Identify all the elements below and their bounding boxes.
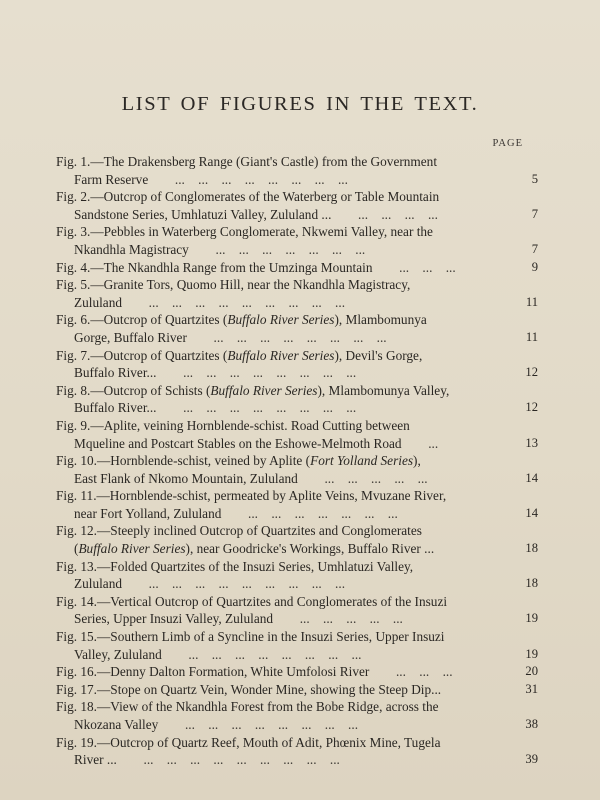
figure-entry-line [56, 646, 538, 664]
page-number: 9 [531, 259, 538, 274]
caption-segment: ), near Goodricke's Workings, Buffalo River ... [185, 541, 435, 557]
figure-entry [56, 276, 538, 311]
page-number: 14 [525, 470, 538, 485]
page-number: 20 [525, 664, 538, 679]
caption-segment: Fig. 12.—Steeply inclined Outcrop of Quartzites and Conglomerates [56, 523, 422, 539]
figure-caption-text: Fig. 3.—Pebbles in Waterberg Conglomerate, Nkwemi Valley, near the [56, 224, 433, 240]
leader-dots: ... ... ... ... ... ... ... ... ... [122, 294, 346, 310]
figure-caption-text: Fig. 14.—Vertical Outcrop of Quartzites and Conglomerates of the Insuzi [56, 593, 448, 609]
figure-entry-line [56, 417, 520, 435]
figure-entry [56, 628, 538, 663]
figure-caption-text [74, 471, 298, 486]
page-number: 18 [525, 576, 538, 591]
leader-dots: ... ... ... ... ... ... ... [221, 505, 398, 521]
figure-entry [56, 698, 538, 733]
leader-dots: ... ... ... ... ... ... ... ... ... [116, 752, 340, 768]
figure-caption-text: Fig. 11.—Hornblende-schist, permeated by Aplite Veins, Mvuzane River, [56, 488, 447, 504]
figure-entry-line [56, 698, 520, 716]
caption-segment: ), [413, 453, 421, 469]
leader-dots: ... ... ... ... ... ... ... ... ... [122, 576, 346, 592]
figure-entry-line [56, 311, 520, 329]
figure-caption-text: Fig. 5.—Granite Tors, Quomo Hill, near the Nkandhla Magistracy, [56, 277, 411, 293]
figure-caption-text: Zululand [74, 576, 123, 592]
figure-caption-text: Sandstone Series, Umhlatuzi Valley, Zululand ... [74, 206, 332, 222]
figure-caption-text: Fig. 9.—Aplite, veining Hornblende-schist. Road Cutting between [56, 417, 410, 433]
series-name-italic: Buffalo River Series [210, 382, 318, 398]
figure-caption-text: Fig. 16.—Denny Dalton Formation, White Umfolosi River [56, 664, 370, 680]
leader-dots: ... ... ... ... ... ... ... [188, 241, 366, 257]
page-number: 11 [525, 294, 538, 309]
leader-dots: ... [401, 435, 439, 451]
leader-dots: ... ... ... ... ... ... ... ... [186, 329, 387, 345]
leader-dots: ... ... ... ... ... ... ... ... [158, 717, 359, 732]
figure-entry [56, 487, 538, 522]
figure-entry-line [56, 734, 520, 752]
page-number: 19 [525, 646, 538, 661]
figure-entry-line [56, 241, 538, 259]
page-number: 18 [525, 541, 538, 556]
figure-entry [56, 153, 538, 188]
figure-entry [56, 311, 538, 346]
figure-entry-line [56, 435, 538, 453]
figure-entry-line [56, 399, 538, 417]
series-name-italic: Buffalo River Series [227, 347, 335, 363]
figure-entry [56, 681, 538, 699]
figure-caption-text: Fig. 1.—The Drakensberg Range (Giant's Castle) from the Government [56, 154, 438, 169]
figure-entry [56, 188, 538, 223]
figure-entry-line [56, 188, 520, 206]
caption-segment: Fig. 7.—Outcrop of Quartzites ( [56, 347, 228, 363]
figure-caption-text: Fig. 19.—Outcrop of Quartz Reef, Mouth of Adit, Phœnix Mine, Tugela [56, 734, 441, 750]
caption-segment: ( [74, 541, 79, 557]
caption-segment: Buffalo River... [74, 400, 157, 416]
figure-entry [56, 558, 538, 593]
figure-entry-line [56, 751, 538, 769]
figure-caption-text: Zululand [74, 294, 123, 310]
leader-dots: ... ... ... [372, 259, 456, 275]
leader-dots: ... ... ... ... ... [297, 470, 428, 486]
page-number: 7 [531, 206, 538, 221]
figure-entry-line [56, 223, 520, 241]
figure-entry-line [56, 171, 538, 189]
figure-entry-line [56, 206, 538, 224]
page-number: 14 [525, 505, 538, 520]
leader-dots: ... ... ... ... ... ... ... ... [156, 365, 357, 381]
caption-segment: Gorge, Buffalo River [74, 329, 187, 345]
figure-entry [56, 593, 538, 628]
page-number: 12 [525, 400, 538, 415]
figure-caption-text: River ... [74, 752, 117, 768]
figure-entry-line [56, 259, 538, 277]
figure-caption-text [56, 348, 422, 363]
leader-dots: ... ... ... [369, 664, 453, 680]
figure-entry [56, 452, 538, 487]
figure-entry-line [56, 663, 538, 681]
figure-entry [56, 259, 538, 277]
page-number: 31 [525, 681, 538, 696]
caption-segment: Buffalo River... [74, 365, 157, 381]
figure-entry-line [56, 505, 538, 523]
figure-entry-line [56, 329, 538, 347]
caption-segment: Fig. 8.—Outcrop of Schists ( [56, 382, 211, 398]
page-number: 5 [531, 171, 538, 186]
figure-entry [56, 417, 538, 452]
leader-dots: ... ... ... ... ... ... ... ... [161, 646, 362, 662]
figure-caption-text [56, 523, 422, 538]
figure-caption-text: Fig. 17.—Stope on Quartz Vein, Wonder Mine, showing the Steep Dip... [56, 681, 442, 697]
figure-entry-line [56, 610, 538, 628]
caption-segment: Fig. 6.—Outcrop of Quartzites ( [56, 312, 228, 328]
figure-list [56, 153, 538, 769]
figure-entry-line [56, 364, 538, 382]
page-column-label: PAGE [492, 138, 523, 149]
page-number: 7 [531, 241, 538, 256]
leader-dots: ... ... ... ... ... [273, 611, 403, 627]
figure-entry-line [56, 558, 520, 576]
figure-entry [56, 734, 538, 769]
caption-segment: ), Mlambomunya Valley, [317, 382, 450, 398]
figure-caption-text: Nkozana Valley [74, 717, 159, 732]
page-title: LIST OF FIGURES IN THE TEXT. [121, 93, 479, 115]
series-name-italic: Buffalo River Series [227, 312, 335, 328]
series-name-italic: Fort Yolland Series [310, 453, 414, 469]
figure-entry-line [56, 276, 520, 294]
figure-entry-line [56, 294, 538, 312]
figure-entry [56, 347, 538, 382]
series-name-italic: Buffalo River Series [78, 541, 186, 557]
page-number: 13 [525, 435, 538, 450]
figure-caption-text [56, 312, 427, 327]
figure-entry-line [56, 716, 538, 734]
figure-caption-text [56, 453, 421, 468]
figure-entry [56, 382, 538, 417]
figure-caption-text: Valley, Zululand [74, 646, 162, 662]
figure-caption-text [74, 541, 434, 556]
figure-entry-line [56, 522, 520, 540]
page-number: 11 [525, 329, 538, 344]
figure-caption-text: Fig. 15.—Southern Limb of a Syncline in the Insuzi Series, Upper Insuzi [56, 629, 445, 645]
caption-segment: Fig. 10.—Hornblende-schist, veined by Aplite ( [56, 453, 311, 469]
figure-caption-text: Mqueline and Postcart Stables on the Eshowe-Melmoth Road [74, 435, 402, 451]
figure-entry [56, 663, 538, 681]
figure-entry-line [56, 628, 520, 646]
figure-caption-text: near Fort Yolland, Zululand [74, 505, 222, 521]
figure-caption-text [74, 365, 156, 380]
figure-entry-line [56, 153, 520, 171]
figure-caption-text: Series, Upper Insuzi Valley, Zululand [74, 611, 274, 627]
figure-entry-line [56, 347, 520, 365]
figure-entry-line [56, 487, 520, 505]
page-number: 19 [525, 611, 538, 626]
figure-entry-line [56, 382, 520, 400]
figure-entry-line [56, 452, 520, 470]
figure-entry [56, 522, 538, 557]
leader-dots: ... ... ... ... ... ... ... ... [156, 400, 357, 416]
figure-caption-text [74, 400, 156, 415]
figure-entry [56, 223, 538, 258]
figure-caption-text: Nkandhla Magistracy [74, 241, 189, 257]
figure-entry-line [56, 593, 520, 611]
leader-dots: ... ... ... ... ... ... ... ... [148, 171, 348, 187]
leader-dots: ... ... ... ... [331, 206, 438, 222]
figure-caption-text [56, 383, 449, 398]
caption-segment: East Flank of Nkomo Mountain, Zululand [74, 470, 298, 486]
page-number: 12 [525, 365, 538, 380]
caption-segment: ), Devil's Gorge, [334, 347, 423, 363]
figure-caption-text: Fig. 13.—Folded Quartzites of the Insuzi Series, Umhlatuzi Valley, [56, 558, 414, 574]
figure-entry-line [56, 540, 538, 558]
page-number: 39 [525, 752, 538, 767]
page-number: 38 [525, 717, 538, 731]
figure-caption-text: Farm Reserve [74, 171, 149, 187]
figure-caption-text [74, 330, 187, 345]
figure-entry-line [56, 575, 538, 593]
figure-caption-text: Fig. 4.—The Nkandhla Range from the Umzinga Mountain [56, 259, 373, 275]
figure-caption-text: Fig. 2.—Outcrop of Conglomerates of the Waterberg or Table Mountain [56, 189, 440, 205]
caption-segment: ), Mlambomunya [334, 312, 427, 328]
figure-caption-text: Fig. 18.—View of the Nkandhla Forest from the Bobe Ridge, across the [56, 699, 439, 715]
figure-entry-line [56, 681, 538, 699]
figure-entry-line [56, 470, 538, 488]
